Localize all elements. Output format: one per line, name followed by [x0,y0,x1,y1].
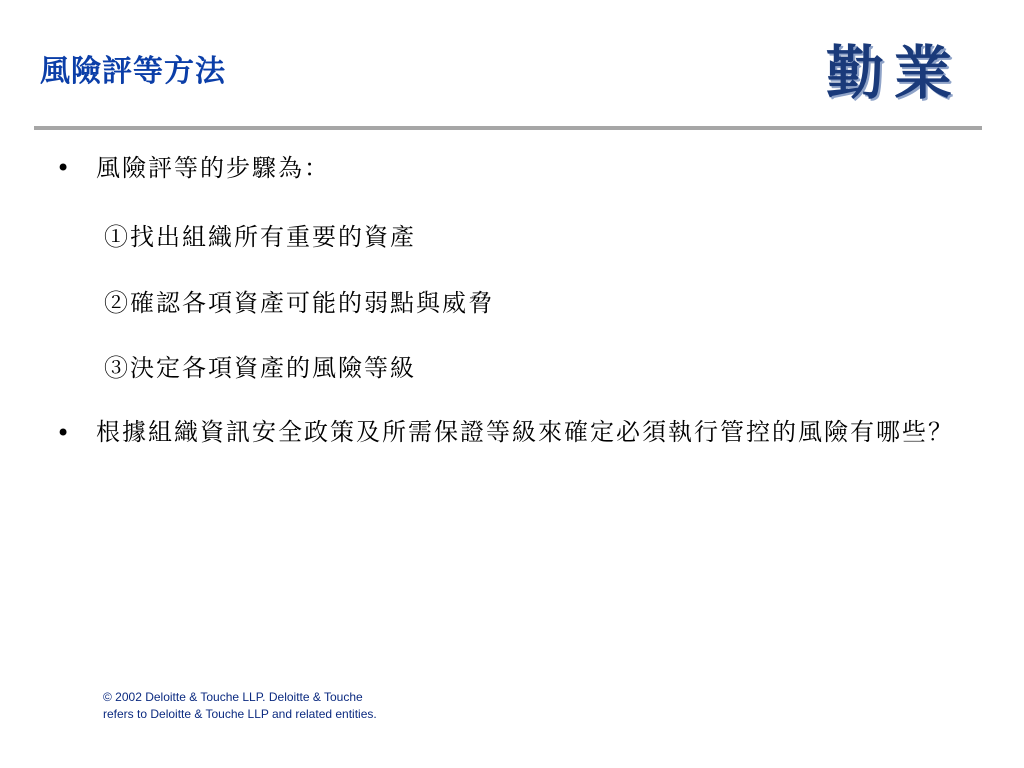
footer-line-2: refers to Deloitte & Touche LLP and related entities. [103,707,377,721]
bullet-marker: • [56,154,71,182]
step-item-1: ①找出組織所有重要的資產 [104,223,416,251]
footer-line-1: © 2002 Deloitte & Touche LLP. Deloitte & Touche [103,690,363,704]
step-item-3: ③決定各項資產的風險等級 [104,354,416,382]
title-divider [34,126,982,130]
bullet-marker: • [56,419,71,447]
bullet-text-steps: 風險評等的步驟為： [96,154,330,182]
bullet-text-policy: 根據組織資訊安全政策及所需保證等級來確定必須執行管控的風險有哪些？ [96,418,954,446]
copyright-footer [103,689,377,723]
company-logo: 勤業 [826,39,963,107]
slide-title: 風險評等方法 [40,54,226,89]
step-item-2: ②確認各項資產可能的弱點與威脅 [104,289,494,317]
